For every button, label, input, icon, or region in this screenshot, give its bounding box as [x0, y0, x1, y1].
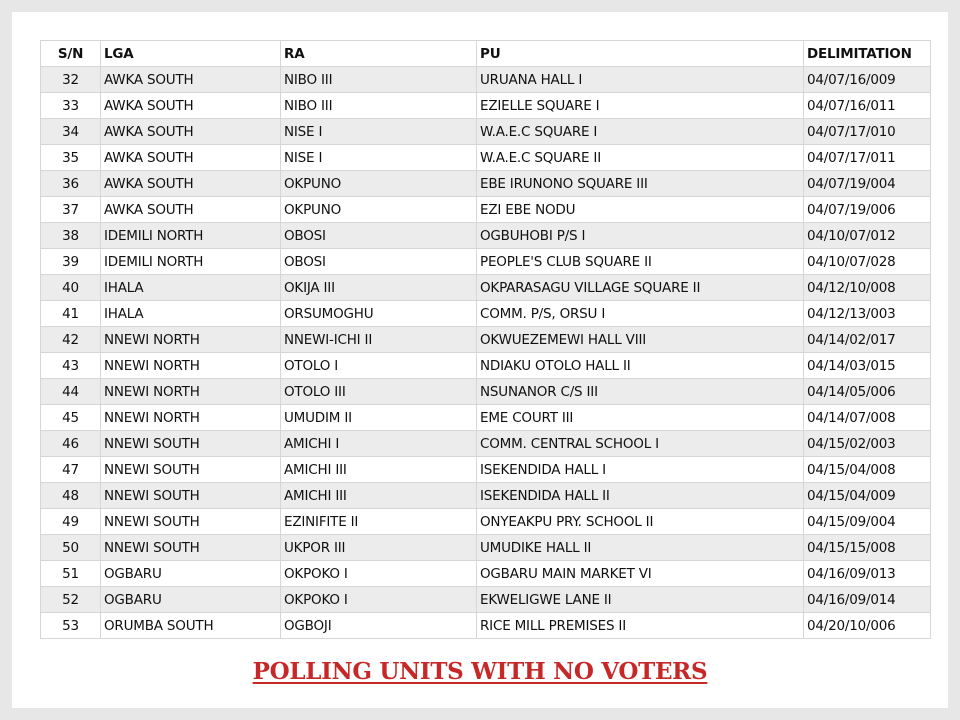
cell-lga: AWKA SOUTH: [101, 171, 281, 197]
cell-delimitation: 04/07/17/011: [804, 145, 931, 171]
cell-delimitation: 04/14/05/006: [804, 379, 931, 405]
cell-pu: ONYEAKPU PRY. SCHOOL II: [477, 509, 804, 535]
cell-sn: 36: [41, 171, 101, 197]
cell-sn: 42: [41, 327, 101, 353]
table-row: [41, 379, 931, 405]
cell-pu: COMM. P/S, ORSU I: [477, 301, 804, 327]
cell-ra: ORSUMOGHU: [281, 301, 477, 327]
cell-delimitation: 04/15/02/003: [804, 431, 931, 457]
table-row: [41, 301, 931, 327]
cell-lga: AWKA SOUTH: [101, 67, 281, 93]
cell-pu: EME COURT III: [477, 405, 804, 431]
cell-sn: 32: [41, 67, 101, 93]
cell-lga: IHALA: [101, 301, 281, 327]
cell-lga: AWKA SOUTH: [101, 197, 281, 223]
cell-pu: PEOPLE'S CLUB SQUARE II: [477, 249, 804, 275]
cell-ra: OBOSI: [281, 223, 477, 249]
cell-pu: ISEKENDIDA HALL II: [477, 483, 804, 509]
cell-pu: EKWELIGWE LANE II: [477, 587, 804, 613]
table-row: [41, 93, 931, 119]
cell-sn: 35: [41, 145, 101, 171]
cell-pu: NSUNANOR C/S III: [477, 379, 804, 405]
cell-ra: AMICHI III: [281, 483, 477, 509]
cell-pu: RICE MILL PREMISES II: [477, 613, 804, 639]
cell-ra: UMUDIM II: [281, 405, 477, 431]
cell-lga: NNEWI NORTH: [101, 327, 281, 353]
cell-delimitation: 04/10/07/012: [804, 223, 931, 249]
table-row: [41, 509, 931, 535]
cell-ra: UKPOR III: [281, 535, 477, 561]
cell-pu: EBE IRUNONO SQUARE III: [477, 171, 804, 197]
table-header-row: [41, 41, 931, 67]
cell-lga: NNEWI SOUTH: [101, 483, 281, 509]
table-row: [41, 587, 931, 613]
cell-ra: OKPUNO: [281, 171, 477, 197]
cell-sn: 33: [41, 93, 101, 119]
table-body: [41, 67, 931, 639]
cell-pu: OKWUEZEMEWI HALL VIII: [477, 327, 804, 353]
slide-title: POLLING UNITS WITH NO VOTERS: [252, 658, 708, 685]
cell-sn: 53: [41, 613, 101, 639]
table-row: [41, 353, 931, 379]
cell-sn: 45: [41, 405, 101, 431]
table-row: [41, 67, 931, 93]
cell-delimitation: 04/15/04/008: [804, 457, 931, 483]
cell-ra: OKPOKO I: [281, 561, 477, 587]
cell-pu: URUANA HALL I: [477, 67, 804, 93]
table-row: [41, 249, 931, 275]
cell-pu: W.A.E.C SQUARE I: [477, 119, 804, 145]
cell-ra: OTOLO I: [281, 353, 477, 379]
cell-pu: EZI EBE NODU: [477, 197, 804, 223]
cell-lga: NNEWI SOUTH: [101, 535, 281, 561]
cell-ra: NISE I: [281, 119, 477, 145]
table-row: [41, 431, 931, 457]
cell-lga: OGBARU: [101, 561, 281, 587]
cell-ra: OKPUNO: [281, 197, 477, 223]
cell-pu: COMM. CENTRAL SCHOOL I: [477, 431, 804, 457]
cell-ra: OKIJA III: [281, 275, 477, 301]
cell-delimitation: 04/07/19/006: [804, 197, 931, 223]
cell-sn: 50: [41, 535, 101, 561]
cell-lga: IDEMILI NORTH: [101, 249, 281, 275]
cell-lga: NNEWI NORTH: [101, 353, 281, 379]
slide: [12, 12, 948, 708]
cell-delimitation: 04/14/03/015: [804, 353, 931, 379]
cell-pu: EZIELLE SQUARE I: [477, 93, 804, 119]
cell-lga: NNEWI NORTH: [101, 379, 281, 405]
cell-lga: NNEWI SOUTH: [101, 431, 281, 457]
cell-lga: AWKA SOUTH: [101, 93, 281, 119]
table-row: [41, 613, 931, 639]
table-row: [41, 483, 931, 509]
cell-pu: UMUDIKE HALL II: [477, 535, 804, 561]
cell-ra: OGBOJI: [281, 613, 477, 639]
cell-lga: OGBARU: [101, 587, 281, 613]
cell-lga: IHALA: [101, 275, 281, 301]
cell-lga: ORUMBA SOUTH: [101, 613, 281, 639]
table-row: [41, 171, 931, 197]
cell-delimitation: 04/15/15/008: [804, 535, 931, 561]
table-row: [41, 457, 931, 483]
header-pu: PU: [477, 41, 804, 67]
table-row: [41, 223, 931, 249]
cell-lga: IDEMILI NORTH: [101, 223, 281, 249]
cell-ra: OTOLO III: [281, 379, 477, 405]
cell-ra: NIBO III: [281, 93, 477, 119]
cell-ra: AMICHI III: [281, 457, 477, 483]
cell-sn: 46: [41, 431, 101, 457]
cell-delimitation: 04/12/13/003: [804, 301, 931, 327]
header-sn: S/N: [41, 41, 101, 67]
cell-sn: 41: [41, 301, 101, 327]
cell-ra: NISE I: [281, 145, 477, 171]
cell-delimitation: 04/16/09/013: [804, 561, 931, 587]
cell-delimitation: 04/14/02/017: [804, 327, 931, 353]
table-row: [41, 561, 931, 587]
cell-delimitation: 04/15/04/009: [804, 483, 931, 509]
cell-delimitation: 04/07/19/004: [804, 171, 931, 197]
cell-pu: OKPARASAGU VILLAGE SQUARE II: [477, 275, 804, 301]
cell-pu: OGBARU MAIN MARKET VI: [477, 561, 804, 587]
cell-delimitation: 04/07/16/009: [804, 67, 931, 93]
table-row: [41, 405, 931, 431]
cell-sn: 52: [41, 587, 101, 613]
cell-delimitation: 04/10/07/028: [804, 249, 931, 275]
cell-ra: NNEWI-ICHI II: [281, 327, 477, 353]
cell-sn: 34: [41, 119, 101, 145]
cell-sn: 40: [41, 275, 101, 301]
cell-ra: NIBO III: [281, 67, 477, 93]
table-row: [41, 119, 931, 145]
table-row: [41, 535, 931, 561]
cell-lga: AWKA SOUTH: [101, 119, 281, 145]
table-row: [41, 327, 931, 353]
cell-sn: 43: [41, 353, 101, 379]
table-row: [41, 197, 931, 223]
cell-ra: OBOSI: [281, 249, 477, 275]
cell-pu: W.A.E.C SQUARE II: [477, 145, 804, 171]
cell-sn: 39: [41, 249, 101, 275]
cell-sn: 44: [41, 379, 101, 405]
cell-ra: AMICHI I: [281, 431, 477, 457]
cell-pu: OGBUHOBI P/S I: [477, 223, 804, 249]
cell-lga: NNEWI NORTH: [101, 405, 281, 431]
cell-delimitation: 04/14/07/008: [804, 405, 931, 431]
cell-lga: NNEWI SOUTH: [101, 509, 281, 535]
cell-sn: 51: [41, 561, 101, 587]
cell-delimitation: 04/16/09/014: [804, 587, 931, 613]
header-delimitation: DELIMITATION: [804, 41, 931, 67]
cell-pu: NDIAKU OTOLO HALL II: [477, 353, 804, 379]
table-row: [41, 145, 931, 171]
cell-sn: 38: [41, 223, 101, 249]
cell-delimitation: 04/07/17/010: [804, 119, 931, 145]
cell-delimitation: 04/15/09/004: [804, 509, 931, 535]
cell-delimitation: 04/20/10/006: [804, 613, 931, 639]
cell-delimitation: 04/07/16/011: [804, 93, 931, 119]
cell-lga: NNEWI SOUTH: [101, 457, 281, 483]
cell-pu: ISEKENDIDA HALL I: [477, 457, 804, 483]
cell-sn: 37: [41, 197, 101, 223]
cell-sn: 47: [41, 457, 101, 483]
header-lga: LGA: [101, 41, 281, 67]
table-row: [41, 275, 931, 301]
cell-lga: AWKA SOUTH: [101, 145, 281, 171]
cell-delimitation: 04/12/10/008: [804, 275, 931, 301]
cell-sn: 49: [41, 509, 101, 535]
polling-units-table: [40, 40, 931, 639]
cell-ra: OKPOKO I: [281, 587, 477, 613]
cell-ra: EZINIFITE II: [281, 509, 477, 535]
header-ra: RA: [281, 41, 477, 67]
cell-sn: 48: [41, 483, 101, 509]
